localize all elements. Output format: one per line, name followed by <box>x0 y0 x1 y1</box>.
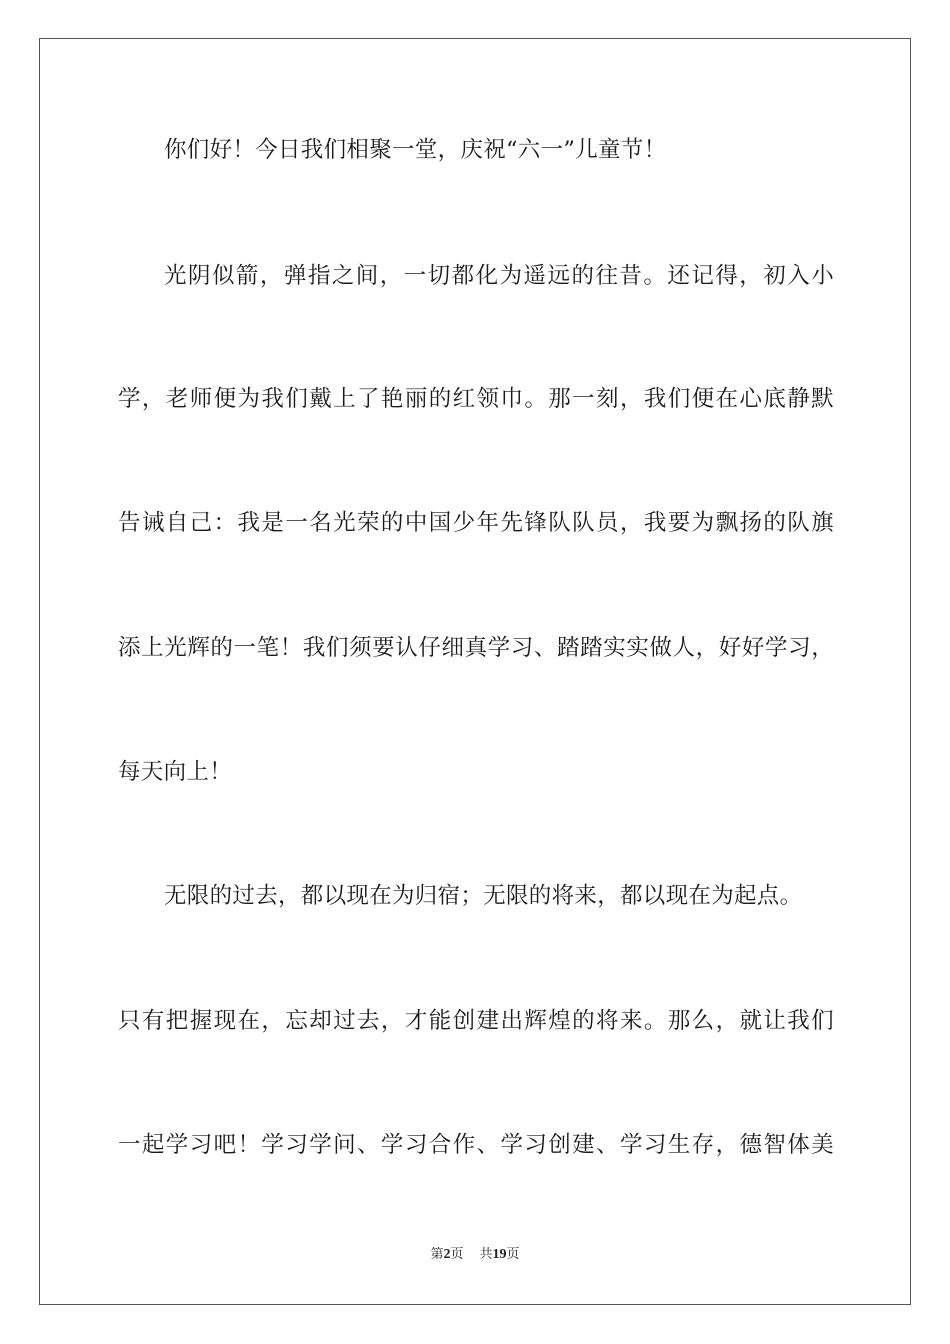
paragraph-line: 无限的过去，都以现在为归宿；无限的将来，都以现在为起点。 <box>164 883 803 909</box>
paragraph-line: 告诫自己：我是一名光荣的中国少年先锋队队员，我要为飘扬的队旗 <box>118 510 834 536</box>
page-frame <box>39 38 911 1305</box>
paragraph-line: 添上光辉的一笔！我们须要认仔细真学习、踏踏实实做人，好好学习， <box>118 635 834 661</box>
page-footer <box>0 1246 950 1264</box>
page-prefix: 第 <box>430 1247 444 1262</box>
paragraph-line: 只有把握现在，忘却过去，才能创建出辉煌的将来。那么，就让我们 <box>118 1008 834 1034</box>
paragraph-line: 学，老师便为我们戴上了艳丽的红领巾。那一刻，我们便在心底静默 <box>118 386 834 412</box>
page-unit: 页 <box>450 1247 464 1262</box>
paragraph-line: 光阴似箭，弹指之间，一切都化为遥远的往昔。还记得，初入小 <box>164 263 834 289</box>
total-pages-number: 19 <box>492 1247 507 1262</box>
total-unit: 页 <box>506 1247 520 1262</box>
paragraph-line: 一起学习吧！学习学问、学习合作、学习创建、学习生存，德智体美 <box>118 1132 834 1158</box>
current-page-number: 2 <box>443 1247 451 1262</box>
paragraph-line: 每天向上！ <box>118 759 233 785</box>
paragraph-line: 你们好！今日我们相聚一堂，庆祝“六一”儿童节！ <box>164 137 667 163</box>
total-prefix: 共 <box>479 1247 493 1262</box>
